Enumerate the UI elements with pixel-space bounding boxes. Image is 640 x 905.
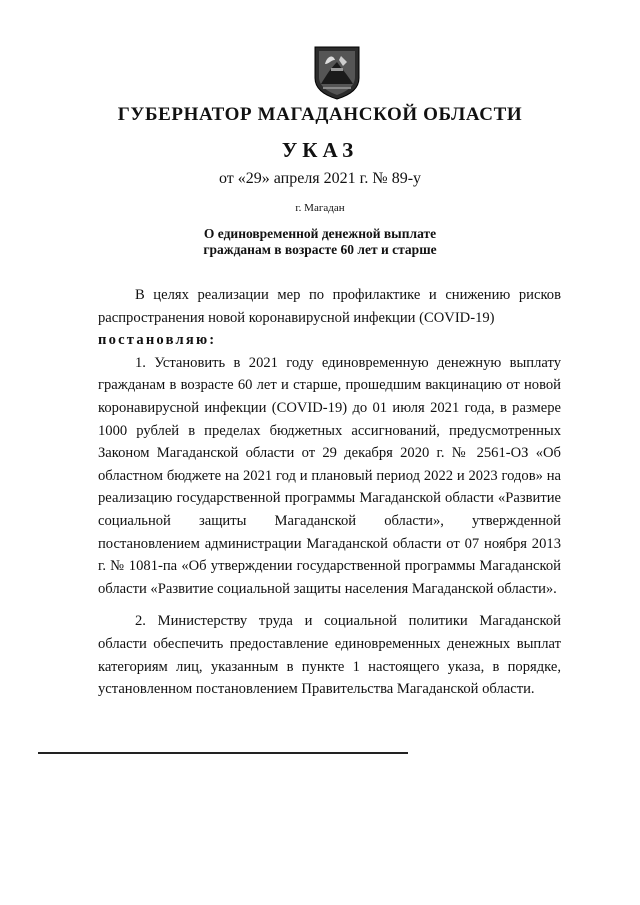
intro-paragraph: В целях реализации мер по профилактике и снижению рисков распространения новой коронавирусной инфекции (COVID-19) — [98, 287, 561, 326]
item-2-paragraph: 2. Министерству труда и социальной политики Магаданской области обеспечить предоставление единовременных денежных выплат категориям лиц, указанным в пункте 1 настоящего указа, в порядке, установленном постановлением Правительства Магаданской области. — [98, 613, 561, 698]
subject-line-2: гражданам в возрасте 60 лет и старше — [203, 242, 437, 257]
document-title: ГУБЕРНАТОР МАГАДАНСКОЙ ОБЛАСТИ — [117, 104, 523, 125]
postanovlyayu-word: постановляю: — [98, 332, 217, 349]
footer-divider — [38, 752, 408, 754]
subject-line-1: О единовременной денежной выплате — [203, 226, 437, 241]
document-subject — [0, 226, 640, 258]
document-body — [98, 284, 561, 701]
coat-of-arms-icon — [311, 44, 363, 100]
document-type: УКАЗ — [281, 138, 359, 162]
document-date-number: от «29» апреля 2021 г. № 89-у — [218, 170, 422, 187]
document-city: г. Магадан — [295, 202, 345, 214]
item-1-paragraph: 1. Установить в 2021 году единовременную денежную выплату гражданам в возрасте 60 лет и старше, прошедшим вакцинацию от новой коронавирусной инфекции (COVID-19) до 01 июля 2021 года, в размере 1000 рублей в пределах бюджетных ассигнований, предусмотренных Законом Магаданской области от 29 декабря 2020 г. № 2561-ОЗ «Об областном бюджете на 2021 год и плановый период 2022 и 2023 годов» на реализацию государственной программы Магаданской области «Развитие социальной защиты Магаданской области», утвержденной постановлением администрации Магаданской области от 07 ноября 2013 г. № 1081-па «Об утверждении государственной программы Магаданской области «Развитие социальной защиты населения Магаданской области». — [98, 354, 561, 597]
